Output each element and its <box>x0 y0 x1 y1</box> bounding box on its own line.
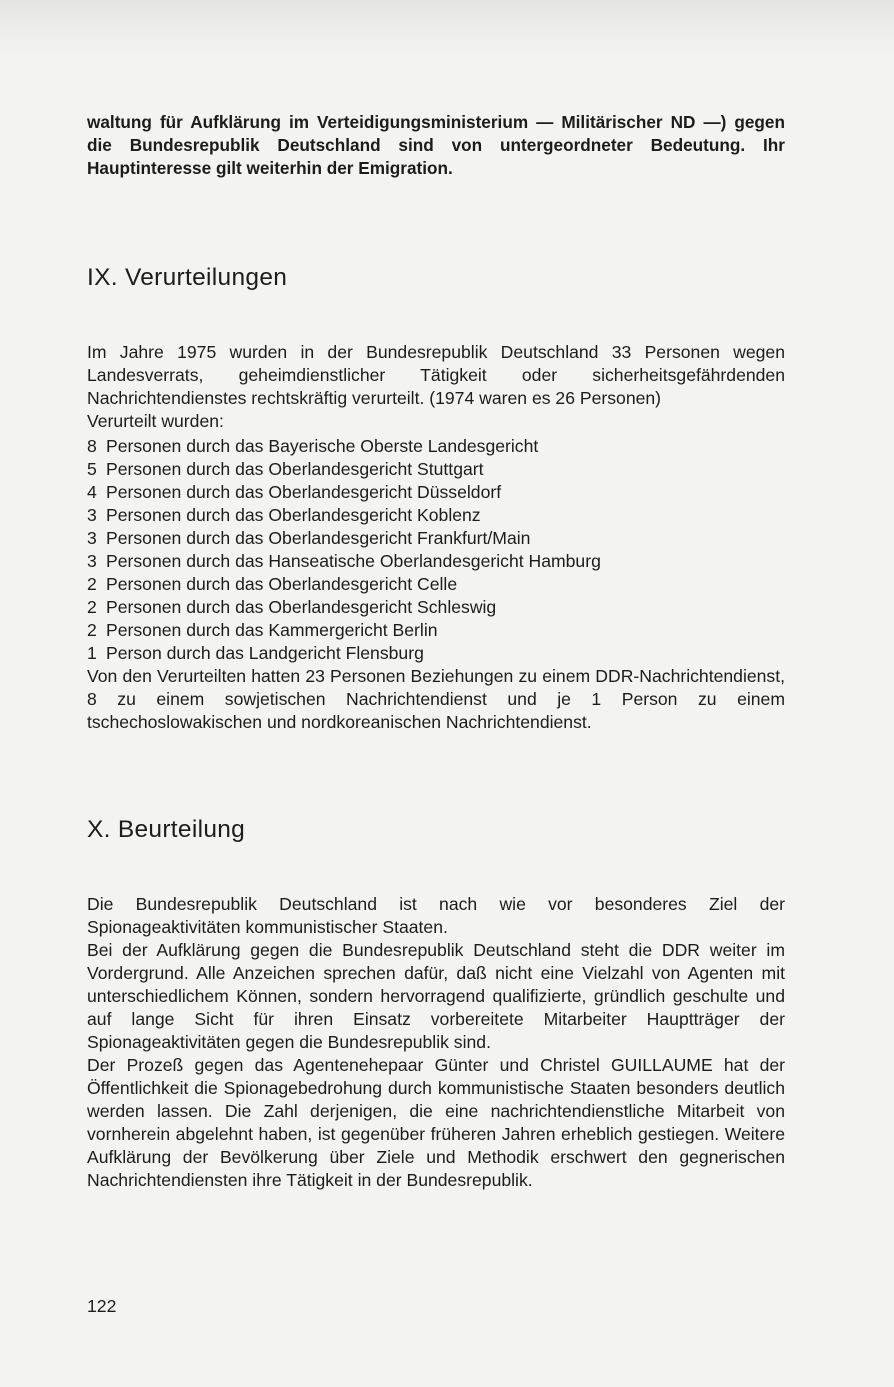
list-item <box>87 481 785 504</box>
section-x-paragraph: Bei der Aufklärung gegen die Bundesrepublik Deutschland steht die DDR weiter im Vordergrund. Alle Anzeichen sprechen dafür, daß nicht eine Vielzahl von Agenten mit unterschiedlichem Können, sondern hervorragend qualifizierte, gründlich geschulte und auf lange Sicht für ihren Einsatz vorbereitete Mitarbeiter Hauptträger der Spionageaktivitäten gegen die Bundesrepublik sind. <box>87 940 785 1052</box>
list-item <box>87 619 785 642</box>
list-item-count: 3 <box>87 505 97 525</box>
list-item-text: Personen durch das Oberlandesgericht Schleswig <box>106 597 497 617</box>
list-item <box>87 573 785 596</box>
list-item-text: Personen durch das Oberlandesgericht Celle <box>106 574 458 594</box>
list-item-text: Personen durch das Oberlandesgericht Frankfurt/Main <box>106 528 531 548</box>
list-item-text: Person durch das Landgericht Flensburg <box>106 643 424 663</box>
list-item-count: 1 <box>87 643 97 663</box>
section-x-heading: X. Beurteilung <box>87 816 246 843</box>
scan-top-shading <box>0 0 894 60</box>
section-ix-paragraph: Im Jahre 1975 wurden in der Bundesrepublik Deutschland 33 Personen wegen Landesverrats, geheimdienstlicher Tätigkeit oder sicherheitsgefährdenden Nachrichtendienstes rechtskräftig verurteilt. (1974 waren es 26 Personen) <box>87 342 785 408</box>
page-number: 122 <box>87 1296 117 1316</box>
list-item-text: Personen durch das Oberlandesgericht Düsseldorf <box>106 482 502 502</box>
document-page <box>87 111 785 1192</box>
list-item-count: 8 <box>87 436 97 456</box>
section-x-paragraph: Die Bundesrepublik Deutschland ist nach wie vor besonderes Ziel der Spionageaktivitäten kommunistischer Staaten. <box>87 894 785 937</box>
list-item-text: Personen durch das Oberlandesgericht Stuttgart <box>106 459 484 479</box>
list-item-count: 2 <box>87 597 97 617</box>
list-item-count: 4 <box>87 482 97 502</box>
list-item-count: 5 <box>87 459 97 479</box>
list-item <box>87 435 785 458</box>
section-ix-heading: IX. Verurteilungen <box>87 264 288 291</box>
list-item-count: 2 <box>87 620 97 640</box>
list-item <box>87 550 785 573</box>
section-ix-closing-paragraph: Von den Verurteilten hatten 23 Personen Beziehungen zu einem DDR-Nachrichtendienst, 8 zu einem sowjetischen Nachrichtendienst und je 1 Person zu einem tschechoslowakischen und nordkoreanischen Nachrichtendienst. <box>87 666 785 732</box>
list-item-text: Personen durch das Oberlandesgericht Koblenz <box>106 505 481 525</box>
list-item-count: 3 <box>87 528 97 548</box>
section-x-paragraph: Der Prozeß gegen das Agentenehepaar Günter und Christel GUILLAUME hat der Öffentlichkeit die Spionagebedrohung durch kommunistische Staaten besonders deutlich werden lassen. Die Zahl derjenigen, die eine nachrichtendienstliche Mitarbeit von vornherein abgelehnt haben, ist gegenüber früheren Jahren erheblich gestiegen. Weitere Aufklärung der Bevölkerung über Ziele und Methodik erschwert den gegnerischen Nachrichtendiensten ihre Tätigkeit in der Bundesrepublik. <box>87 1055 785 1190</box>
intro-paragraph: waltung für Aufklärung im Verteidigungsministerium — Militärischer ND —) gegen die Bundesrepublik Deutschland sind von untergeordneter Bedeutung. Ihr Hauptinteresse gilt weiterhin der Emigration. <box>87 112 785 178</box>
list-item <box>87 504 785 527</box>
list-item-text: Personen durch das Kammergericht Berlin <box>106 620 438 640</box>
list-item <box>87 642 785 665</box>
list-item <box>87 527 785 550</box>
list-item-count: 2 <box>87 574 97 594</box>
list-item <box>87 458 785 481</box>
list-item-count: 3 <box>87 551 97 571</box>
list-item-text: Personen durch das Hanseatische Oberlandesgericht Hamburg <box>106 551 601 571</box>
conviction-list <box>87 435 785 665</box>
section-ix-list-intro: Verurteilt wurden: <box>87 411 224 431</box>
list-item <box>87 596 785 619</box>
list-item-text: Personen durch das Bayerische Oberste Landesgericht <box>106 436 539 456</box>
